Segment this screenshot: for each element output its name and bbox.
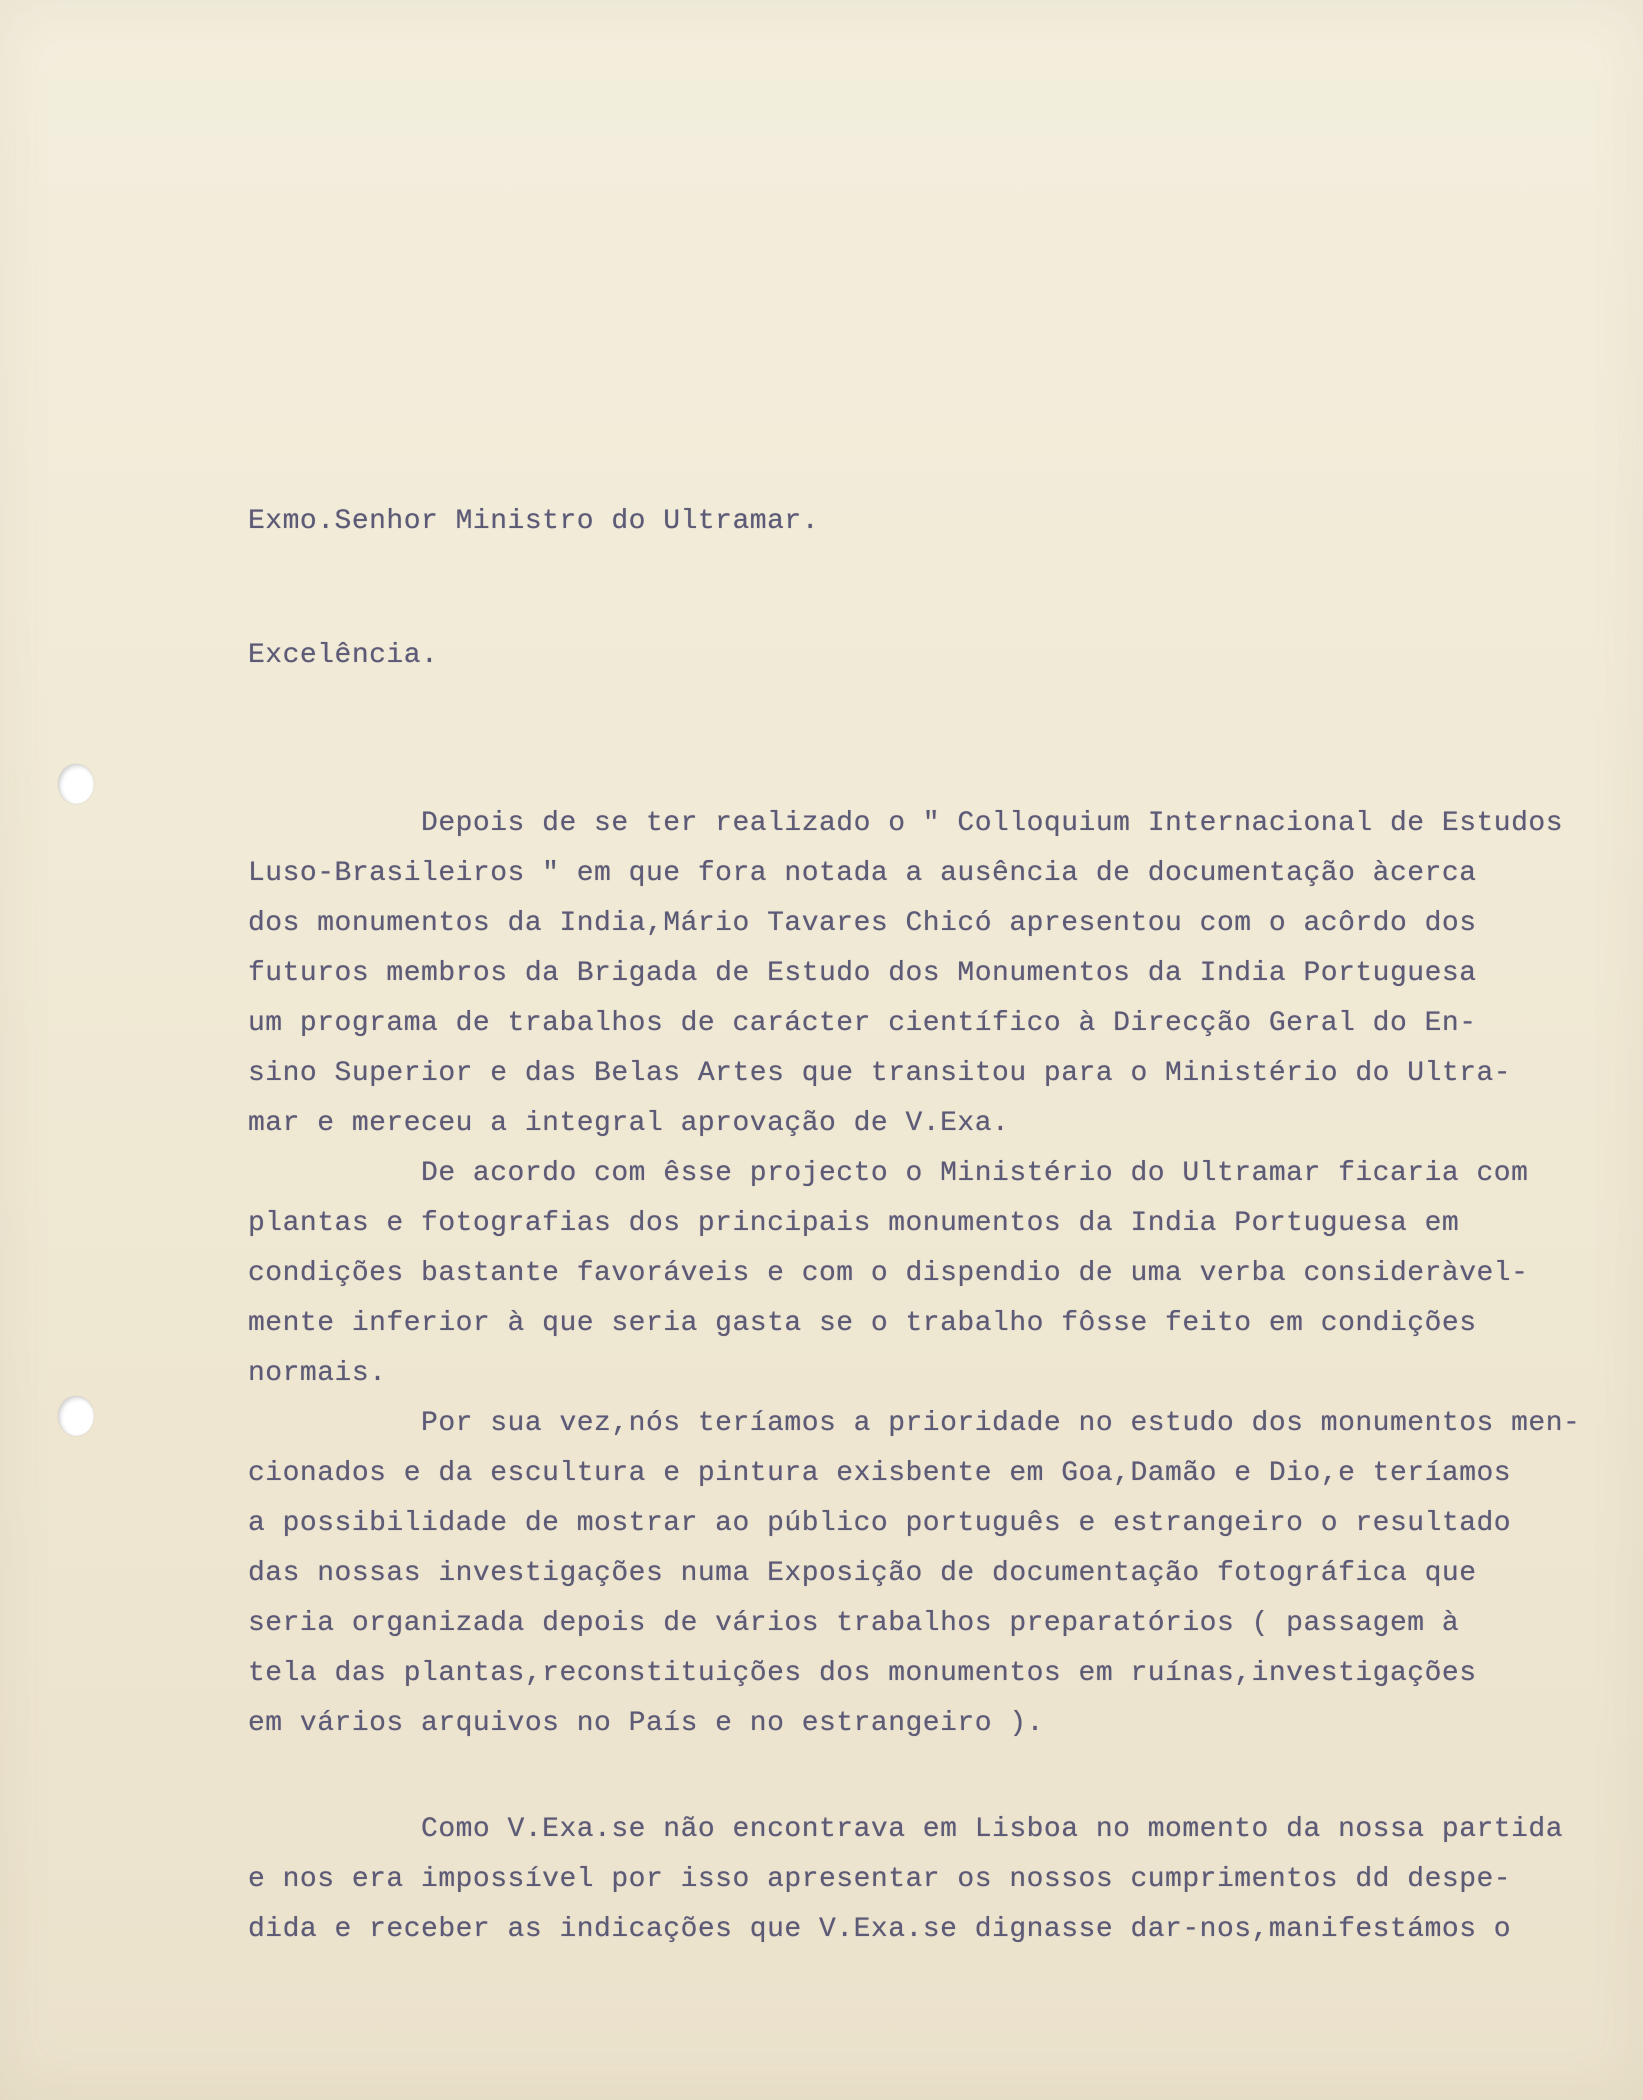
paragraph-2-line-3: condições bastante favoráveis e com o dispendio de uma verba consideràvel- [248, 1258, 1529, 1289]
paragraph-1-line-7: mar e mereceu a integral aprovação de V.Exa. [248, 1108, 1010, 1139]
paragraph-2-line-4: mente inferior à que seria gasta se o trabalho fôsse feito em condições [248, 1308, 1477, 1339]
paragraph-3-line-2: cionados e da escultura e pintura exisbente em Goa,Damão e Dio,e teríamos [248, 1458, 1512, 1489]
paragraph-3-line-7: em vários arquivos no País e no estrangeiro ). [248, 1708, 1044, 1739]
paragraph-1-line-1: Depois de se ter realizado o " Colloquium Internacional de Estudos [248, 808, 1564, 839]
paragraph-1-line-5: um programa de trabalhos de carácter científico à Direcção Geral do En- [248, 1008, 1477, 1039]
paragraph-2-line-2: plantas e fotografias dos principais monumentos da India Portuguesa em [248, 1208, 1460, 1239]
paragraph-2-line-1: De acordo com êsse projecto o Ministério do Ultramar ficaria com [248, 1158, 1529, 1189]
paragraph-3-line-6: tela das plantas,reconstituições dos monumentos em ruínas,investigações [248, 1658, 1477, 1689]
paragraph-3-line-3: a possibilidade de mostrar ao público português e estrangeiro o resultado [248, 1508, 1512, 1539]
punch-hole-bottom [58, 1396, 94, 1436]
greeting: Excelência. [248, 640, 439, 671]
paragraph-1-line-6: sino Superior e das Belas Artes que transitou para o Ministério do Ultra- [248, 1058, 1512, 1089]
paragraph-2-line-5: normais. [248, 1358, 387, 1389]
paragraph-1-line-3: dos monumentos da India,Mário Tavares Chicó apresentou com o acôrdo dos [248, 908, 1477, 939]
salutation: Exmo.Senhor Ministro do Ultramar. [248, 506, 819, 537]
paragraph-4-line-2: e nos era impossível por isso apresentar os nossos cumprimentos dd despe- [248, 1864, 1512, 1895]
paragraph-4-line-3: dida e receber as indicações que V.Exa.se dignasse dar-nos,manifestámos o [248, 1914, 1512, 1945]
paragraph-4-line-1: Como V.Exa.se não encontrava em Lisboa no momento da nossa partida [248, 1814, 1564, 1845]
punch-hole-top [58, 764, 94, 804]
paragraph-1-line-2: Luso-Brasileiros " em que fora notada a ausência de documentação àcerca [248, 858, 1477, 889]
paragraph-3-line-5: seria organizada depois de vários trabalhos preparatórios ( passagem à [248, 1608, 1460, 1639]
paragraph-3-line-1: Por sua vez,nós teríamos a prioridade no estudo dos monumentos men- [248, 1408, 1581, 1439]
paragraph-3-line-4: das nossas investigações numa Exposição de documentação fotográfica que [248, 1558, 1477, 1589]
paragraph-1-line-4: futuros membros da Brigada de Estudo dos Monumentos da India Portuguesa [248, 958, 1477, 989]
